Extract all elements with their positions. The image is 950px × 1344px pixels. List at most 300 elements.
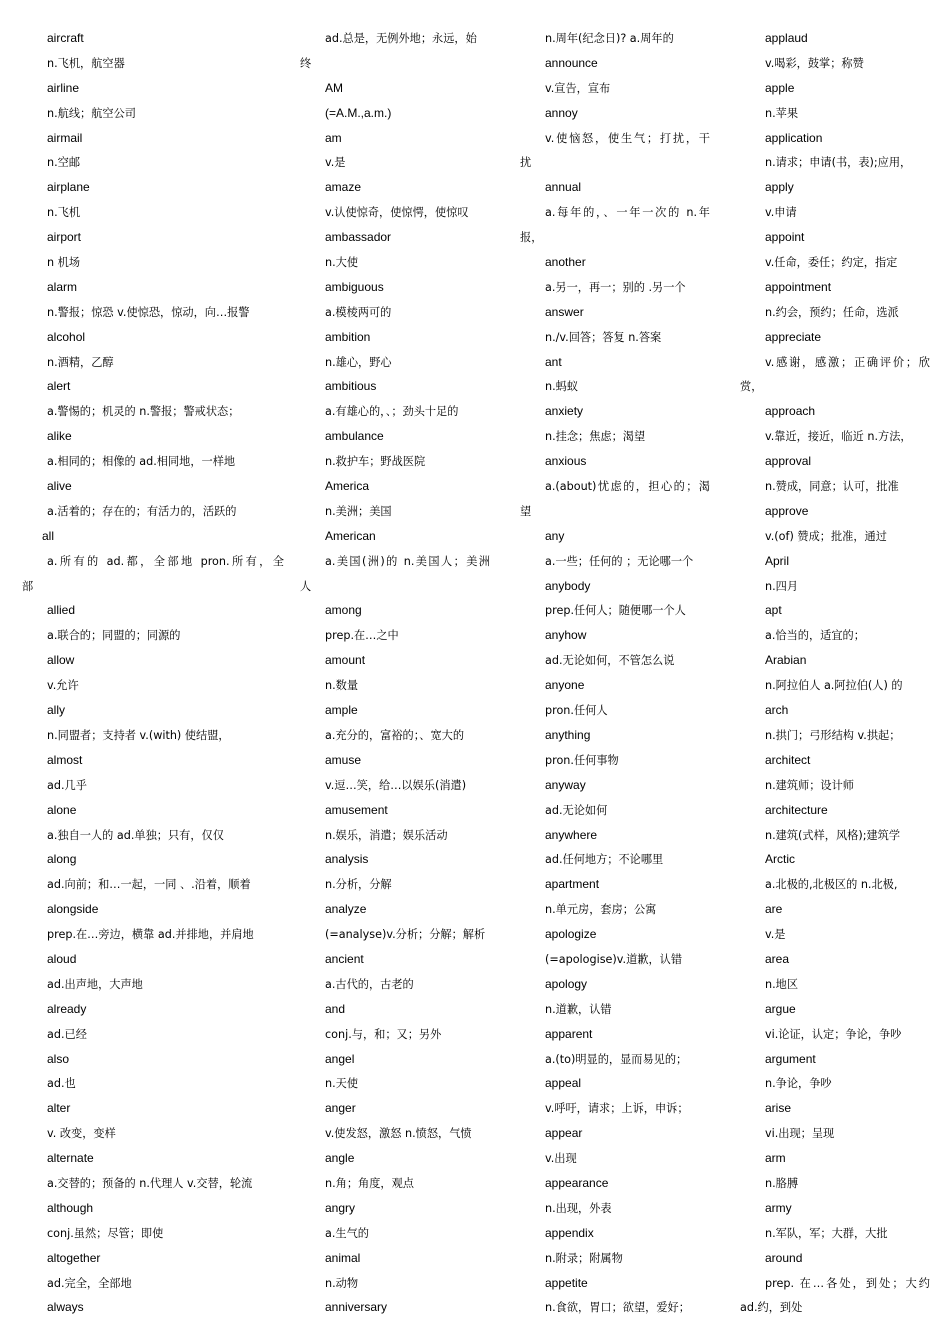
headword-text: allied [47, 603, 76, 618]
column-2-line [300, 675, 490, 700]
headword-text: apparent [545, 1026, 593, 1041]
definition-text: a.(about)忧虑的，担心的；渴 [545, 480, 710, 494]
column-3-line [520, 999, 710, 1024]
headword-text: anniversary [325, 1300, 388, 1315]
definition-text: a.交替的；预备的 n.代理人 v.交替，轮流 [47, 1176, 253, 1190]
column-4-line [740, 1098, 930, 1123]
column-3-line [520, 352, 710, 377]
column-4-line [740, 700, 930, 725]
column-4-line [740, 252, 930, 277]
column-3-line [520, 1273, 710, 1298]
headword-text: annual [545, 180, 582, 195]
column-1-line [22, 277, 284, 302]
headword-text: Arctic [765, 852, 795, 867]
column-3-line [520, 277, 710, 302]
definition-text: a.美国(洲)的 n.美国人；美洲 [325, 554, 490, 568]
headword-text: allow [47, 653, 75, 668]
column-2-line [300, 78, 490, 103]
column-3-line [520, 849, 710, 874]
definition-text: a.充分的，富裕的；、宽大的 [325, 728, 465, 742]
column-4-line [740, 1248, 930, 1273]
column-4-line [740, 1049, 930, 1074]
column-3-line [520, 1148, 710, 1173]
definition-text: n.飞机 [47, 206, 81, 220]
headword-text: argument [765, 1051, 816, 1066]
definition-text: n.胳膊 [765, 1176, 799, 1190]
headword-text: and [325, 1001, 346, 1016]
column-3-line [520, 1098, 710, 1123]
column-4-line [740, 476, 930, 501]
column-2-line [300, 227, 490, 252]
column-2-line [300, 1098, 490, 1123]
column-1-line [22, 650, 284, 675]
definition-text: n.角；角度，观点 [325, 1176, 414, 1190]
definition-text: v.是 [765, 928, 786, 942]
headword-text: appoint [765, 230, 805, 245]
definition-continuation-text: 扰 [520, 156, 532, 170]
headword-text: applaud [765, 31, 808, 45]
definition-text: ad.完全，全部地 [47, 1276, 132, 1290]
column-2-line [300, 775, 490, 800]
headword-text: anxious [545, 454, 587, 469]
headword-text: amusement [325, 802, 388, 817]
column-2-line [300, 128, 490, 153]
headword-text: amuse [325, 752, 362, 767]
column-3-line [520, 152, 710, 177]
column-3-line [520, 128, 710, 153]
definition-text: v.是 [325, 156, 346, 170]
headword-text: annoy [545, 105, 578, 120]
column-2-line [300, 725, 490, 750]
column-2-line [300, 949, 490, 974]
column-3-line [520, 202, 710, 227]
definition-text: ad.已经 [47, 1027, 87, 1041]
definition-text: n.同盟者；支持者 v.(with) 使结盟， [47, 728, 230, 742]
headword-text: appeal [545, 1076, 582, 1091]
column-2-line [300, 1297, 490, 1322]
headword-text: alongside [47, 902, 99, 917]
column-1-line [22, 1148, 284, 1173]
column-4-line [740, 227, 930, 252]
headword-text: alone [47, 802, 77, 817]
column-1-line [22, 974, 284, 999]
definition-text: ad.出声地，大声地 [47, 977, 143, 991]
definition-text: a.恰当的，适宜的； [765, 629, 865, 643]
headword-text: American [325, 528, 376, 543]
definition-text: v.认使惊奇，使惊愕，使惊叹 [325, 206, 469, 220]
headword-text: are [765, 902, 783, 917]
column-3-line [520, 825, 710, 850]
vocabulary-column-1 [22, 28, 284, 1322]
headword-text: ally [47, 703, 66, 718]
column-4-line [740, 277, 930, 302]
headword-text: also [47, 1051, 70, 1066]
definition-text: prep.在…旁边，横靠 ad.并排地，并肩地 [47, 928, 254, 942]
column-1-line [22, 1098, 284, 1123]
column-1-line [22, 874, 284, 899]
headword-text: alter [47, 1101, 71, 1116]
column-3-line [520, 53, 710, 78]
definition-text: v. 改变，变样 [47, 1127, 116, 1141]
column-1-line [22, 1248, 284, 1273]
column-3-line [520, 725, 710, 750]
headword-text: aloud [47, 951, 77, 966]
column-1-line [22, 476, 284, 501]
definition-text: n.食欲，胃口；欲望，爱好； [545, 1301, 690, 1315]
headword-text: amaze [325, 180, 362, 195]
column-4-line [740, 600, 930, 625]
headword-text: altogether [47, 1250, 101, 1265]
definition-continuation-text: 望 [520, 504, 532, 518]
column-3-line [520, 327, 710, 352]
column-3-line [520, 103, 710, 128]
column-2-line [300, 1173, 490, 1198]
column-4-line [740, 327, 930, 352]
definition-text: n.飞机，航空器 [47, 56, 125, 70]
headword-text: animal [325, 1250, 361, 1265]
column-4-line [740, 650, 930, 675]
headword-text: apology [545, 976, 588, 991]
column-1-line [22, 252, 284, 277]
headword-text: all [42, 528, 55, 543]
definition-text: n.大使 [325, 256, 359, 270]
headword-text: anything [545, 727, 591, 742]
definition-text: n.苹果 [765, 106, 799, 120]
column-3-line [520, 874, 710, 899]
column-1-line [22, 376, 284, 401]
headword-text: anybody [545, 578, 591, 593]
column-2-line [300, 302, 490, 327]
column-1-line [22, 551, 284, 576]
column-2-line [300, 1024, 490, 1049]
column-3-line [520, 1248, 710, 1273]
column-2-line [300, 600, 490, 625]
definition-text: n.地区 [765, 977, 799, 991]
definition-text: ad.任何地方；不论哪里 [545, 853, 664, 867]
headword-text: am [325, 130, 342, 145]
headword-text: April [765, 553, 790, 568]
column-2-line [300, 277, 490, 302]
definition-text: n 机场 [47, 256, 81, 270]
column-3-line [520, 426, 710, 451]
definition-text: a.古代的，古老的 [325, 977, 414, 991]
column-2-line [300, 376, 490, 401]
column-1-line [22, 78, 284, 103]
column-4-line [740, 1148, 930, 1173]
column-1-line [22, 327, 284, 352]
headword-text: apple [765, 80, 795, 95]
vocabulary-column-3 [520, 28, 710, 1322]
headword-text: approve [765, 503, 809, 518]
column-2-line [300, 1148, 490, 1173]
column-2-line [300, 252, 490, 277]
headword-text: approval [765, 454, 812, 469]
definition-continuation-text: 赏， [740, 380, 763, 394]
column-1-line [22, 501, 284, 526]
column-4-line [740, 426, 930, 451]
definition-text: v.申请 [765, 206, 797, 220]
definition-text: ad.无论如何，不管怎么说 [545, 654, 675, 668]
column-2-line [300, 874, 490, 899]
column-1-line [22, 202, 284, 227]
column-1-line [22, 1223, 284, 1248]
definition-text: n.航线；航空公司 [47, 106, 136, 120]
definition-text: a.生气的 [325, 1226, 369, 1240]
headword-text: always [47, 1300, 84, 1315]
definition-continuation-text: 人 [300, 579, 312, 593]
headword-text: arise [765, 1101, 792, 1116]
column-3-line [520, 1024, 710, 1049]
column-4-line [740, 401, 930, 426]
column-1-line [22, 600, 284, 625]
definition-text: a.所有的 ad.都，全部地 pron.所有，全 [47, 554, 284, 568]
headword-text: appreciate [765, 329, 822, 344]
definition-text: v.(of) 赞成；批准，通过 [765, 529, 887, 543]
definition-text: n.数量 [325, 679, 359, 693]
definition-text: v.靠近，接近，临近 n.方法， [765, 430, 912, 444]
column-1-line [22, 302, 284, 327]
column-2-line [300, 700, 490, 725]
headword-text: appetite [545, 1275, 588, 1290]
column-4-line [740, 974, 930, 999]
definition-text: n.请求；申请(书，表);应用， [765, 156, 912, 170]
vocabulary-column-2 [300, 28, 490, 1322]
headword-text: America [325, 479, 370, 494]
column-2-line [300, 352, 490, 377]
column-3-line [520, 775, 710, 800]
column-3-line [520, 949, 710, 974]
definition-text: n.军队，军；大群，大批 [765, 1226, 888, 1240]
definition-text: a.活着的；存在的；有活力的，活跃的 [47, 504, 237, 518]
headword-text: aircraft [47, 31, 84, 45]
column-2-line [300, 177, 490, 202]
definition-text: n.蚂蚁 [545, 380, 579, 394]
column-1-line [22, 700, 284, 725]
definition-text: v.使发怒，激怒 n.愤怒，气愤 [325, 1127, 472, 1141]
column-3-line [520, 1223, 710, 1248]
column-2-line [300, 800, 490, 825]
definition-text: pron.任何人 [545, 704, 608, 718]
column-4-line [740, 177, 930, 202]
column-3-line [520, 675, 710, 700]
headword-text: anxiety [545, 404, 584, 419]
headword-text: announce [545, 55, 598, 70]
column-3-line [520, 476, 710, 501]
definition-text: (=apologise)v.道歉，认错 [545, 952, 683, 966]
headword-text: apply [765, 180, 794, 195]
column-1-line [22, 1024, 284, 1049]
column-1-line [22, 1198, 284, 1223]
column-3-line [520, 376, 710, 401]
headword-text: area [765, 951, 790, 966]
column-3-line [520, 650, 710, 675]
headword-text: appearance [545, 1175, 609, 1190]
definition-text: pron.任何事物 [545, 753, 619, 767]
headword-text: ancient [325, 951, 364, 966]
definition-text: n.出现，外表 [545, 1201, 612, 1215]
column-4-line [740, 825, 930, 850]
column-4-line [740, 152, 930, 177]
headword-text: anywhere [545, 827, 598, 842]
column-3-line [520, 899, 710, 924]
definition-text: n.单元房，套房；公寓 [545, 903, 657, 917]
definition-text: n.建筑(式样，风格);建筑学 [765, 828, 901, 842]
column-1-line [22, 526, 284, 551]
headword-text: anyhow [545, 628, 587, 643]
column-3-line [520, 974, 710, 999]
definition-text: a.有雄心的，、；劲头十足的 [325, 405, 459, 419]
definition-text: n.雄心，野心 [325, 355, 392, 369]
column-4-line [740, 376, 930, 401]
definition-text: v.允许 [47, 679, 79, 693]
definition-text: n.天使 [325, 1077, 359, 1091]
column-4-line [740, 1297, 930, 1322]
headword-text: alike [47, 429, 72, 444]
column-4-line [740, 1198, 930, 1223]
column-1-line [22, 725, 284, 750]
headword-text: alarm [47, 279, 78, 294]
headword-text: architect [765, 752, 811, 767]
column-4-line [740, 202, 930, 227]
headword-text: appear [545, 1126, 583, 1141]
column-4-line [740, 849, 930, 874]
definition-text: v.感谢，感激；正确评价；欣 [765, 355, 930, 369]
column-2-line [300, 526, 490, 551]
column-2-line [300, 451, 490, 476]
column-2-line [300, 202, 490, 227]
column-1-line [22, 1049, 284, 1074]
definition-text: n.建筑师；设计师 [765, 778, 854, 792]
headword-text: alert [47, 379, 71, 394]
column-3-line [520, 501, 710, 526]
column-2-line [300, 1248, 490, 1273]
column-2-line [300, 1049, 490, 1074]
definition-text: n.四月 [765, 579, 799, 593]
definition-text: n.娱乐，消遣；娱乐活动 [325, 828, 448, 842]
column-2-line [300, 53, 490, 78]
column-2-line [300, 426, 490, 451]
column-1-line [22, 1123, 284, 1148]
definition-text: ad.无论如何 [545, 803, 608, 817]
column-1-line [22, 177, 284, 202]
column-3-line [520, 526, 710, 551]
column-1-line [22, 352, 284, 377]
headword-text: ample [325, 703, 358, 718]
column-2-line [300, 1198, 490, 1223]
definition-text: v.逗…笑，给…以娱乐(消遣) [325, 778, 467, 792]
column-2-line [300, 1223, 490, 1248]
headword-text: another [545, 255, 586, 270]
definition-text: n.救护车；野战医院 [325, 455, 426, 469]
column-1-line [22, 53, 284, 78]
column-2-line [300, 899, 490, 924]
definition-continuation-text: 报， [520, 231, 543, 245]
headword-text: ambassador [325, 230, 392, 245]
column-2-line [300, 152, 490, 177]
column-4-line [740, 775, 930, 800]
column-3-line [520, 1173, 710, 1198]
column-4-line [740, 1073, 930, 1098]
definition-continuation-text: 终 [300, 56, 312, 70]
definition-text: n.警报；惊恐 v.使惊恐，惊动，向…报警 [47, 305, 250, 319]
column-4-line [740, 999, 930, 1024]
definition-text: a.北极的,北极区的 n.北极, [765, 878, 898, 892]
headword-text: apt [765, 603, 782, 618]
definition-text: a.独自一人的 ad.单独；只有，仅仅 [47, 828, 224, 842]
headword-text: angel [325, 1051, 355, 1066]
definition-text: ad.也 [47, 1077, 76, 1091]
column-2-line [300, 327, 490, 352]
column-1-line [22, 625, 284, 650]
column-2-line [300, 825, 490, 850]
headword-text: ambition [325, 329, 371, 344]
headword-text: apologize [545, 927, 597, 942]
definition-text: n.赞成，同意；认可，批准 [765, 480, 899, 494]
column-3-line [520, 750, 710, 775]
headword-text: argue [765, 1001, 796, 1016]
column-1-line [22, 1273, 284, 1298]
definition-continuation-text: 部 [22, 579, 34, 593]
definition-text: vi.出现；呈现 [765, 1127, 835, 1141]
definition-text: n.争论，争吵 [765, 1077, 832, 1091]
column-4-line [740, 526, 930, 551]
headword-text: ambiguous [325, 279, 384, 294]
column-4-line [740, 725, 930, 750]
headword-text: airline [47, 80, 80, 95]
definition-text: v.宣告，宣布 [545, 81, 611, 95]
definition-text: a.(to)明显的，显而易见的； [545, 1052, 688, 1066]
definition-text: n.道歉，认错 [545, 1002, 612, 1016]
definition-text: vi.论证，认定；争论，争吵 [765, 1027, 902, 1041]
definition-text: a.相同的；相像的 ad.相同地，一样地 [47, 455, 236, 469]
definition-text: a.每年的，、一年一次的 n.年 [545, 206, 710, 220]
column-1-line [22, 401, 284, 426]
column-2-line [300, 999, 490, 1024]
definition-text: ad.总是，无例外地；永远，始 [325, 32, 477, 45]
headword-text: among [325, 603, 362, 618]
column-3-line [520, 78, 710, 103]
column-1-line [22, 899, 284, 924]
definition-text: n.约会，预约；任命，选派 [765, 305, 899, 319]
headword-text: ambulance [325, 429, 384, 444]
column-4-line [740, 576, 930, 601]
headword-text: appendix [545, 1225, 594, 1240]
column-4-line [740, 352, 930, 377]
column-4-line [740, 1173, 930, 1198]
definition-text: a.模棱两可的 [325, 305, 392, 319]
column-1-line [22, 1297, 284, 1322]
column-1-line [22, 451, 284, 476]
column-2-line [300, 1123, 490, 1148]
definition-text: v.任命，委任；约定，指定 [765, 256, 898, 270]
column-2-line [300, 849, 490, 874]
headword-text: application [765, 130, 823, 145]
column-4-line [740, 899, 930, 924]
column-1-line [22, 426, 284, 451]
headword-text: analyze [325, 902, 367, 917]
column-2-line [300, 501, 490, 526]
column-2-line [300, 1273, 490, 1298]
column-2-line [300, 750, 490, 775]
column-2-line [300, 476, 490, 501]
column-3-line [520, 625, 710, 650]
column-3-line [520, 1123, 710, 1148]
definition-text: n.阿拉伯人 a.阿拉伯(人) 的 [765, 679, 903, 693]
headword-text: analysis [325, 852, 369, 867]
definition-text: ad.几乎 [47, 778, 87, 792]
column-4-line [740, 750, 930, 775]
headword-text: arm [765, 1151, 786, 1166]
